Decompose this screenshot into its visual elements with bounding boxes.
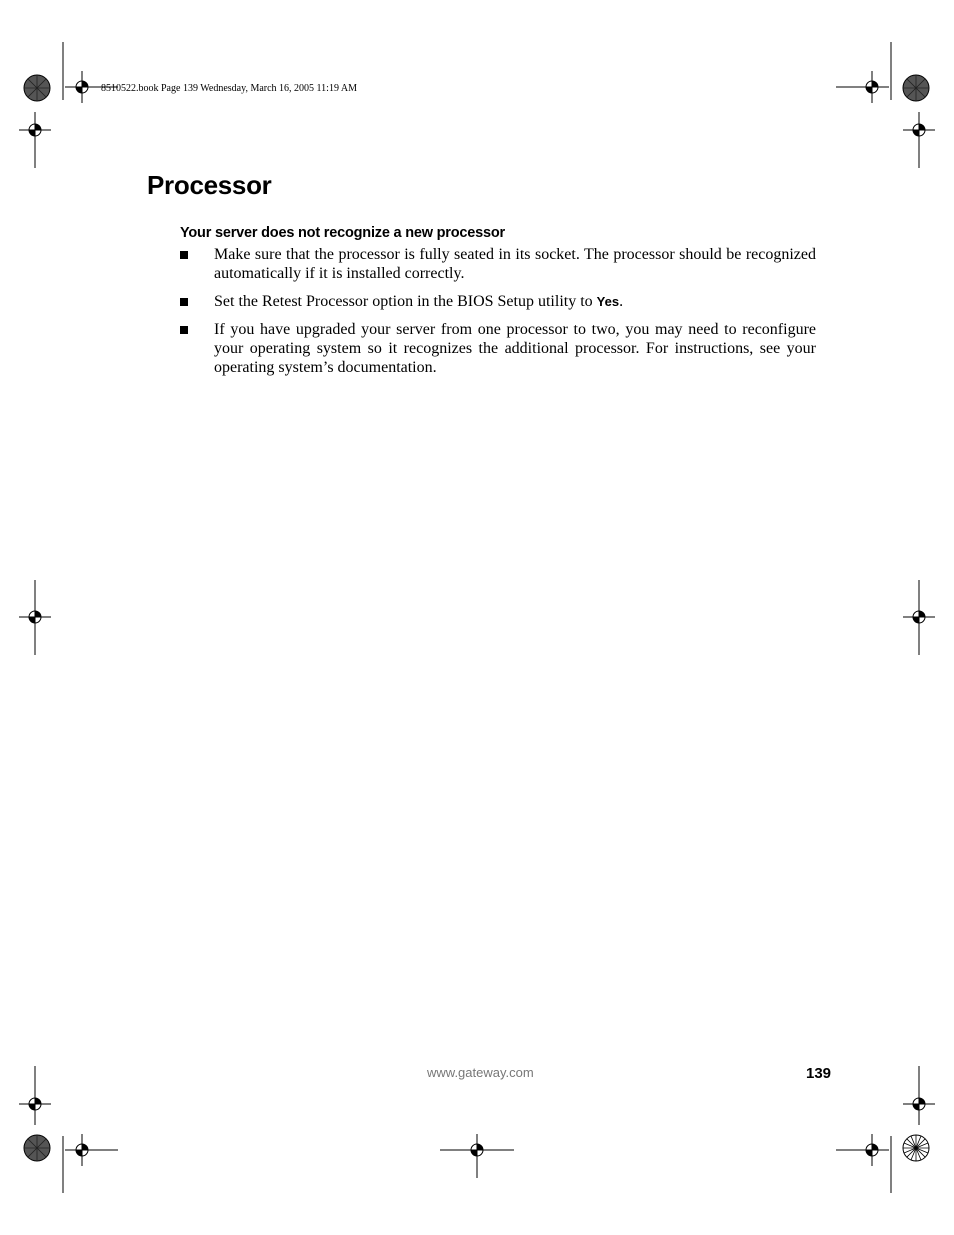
print-slug: 8510522.book Page 139 Wednesday, March 16, 2005 11:19 AM	[101, 83, 358, 94]
ui-term: Yes	[596, 294, 620, 309]
bullet-list	[180, 245, 816, 386]
troubleshooting-subheading: Your server does not recognize a new processor	[180, 225, 505, 241]
list-item-text: If you have upgraded your server from one processor to two, you may need to reconfigure your operating system so it recognizes the additional processor. For instructions, see your operating system’s documentation.	[214, 321, 816, 376]
square-bullet-icon	[180, 326, 188, 334]
footer-url: www.gateway.com	[427, 1065, 534, 1080]
square-bullet-icon	[180, 298, 188, 306]
square-bullet-icon	[180, 251, 188, 259]
section-title: Processor	[147, 170, 272, 200]
list-item	[180, 320, 816, 377]
list-item	[180, 292, 816, 311]
list-item-text: Set the Retest Processor option in the BIOS Setup utility to	[214, 293, 597, 310]
list-item-text-end: .	[619, 293, 624, 310]
list-item	[180, 245, 816, 283]
page-number: 139	[806, 1065, 832, 1082]
list-item-text: Make sure that the processor is fully seated in its socket. The processor should be recognized automatically if it is installed correctly.	[214, 246, 816, 282]
